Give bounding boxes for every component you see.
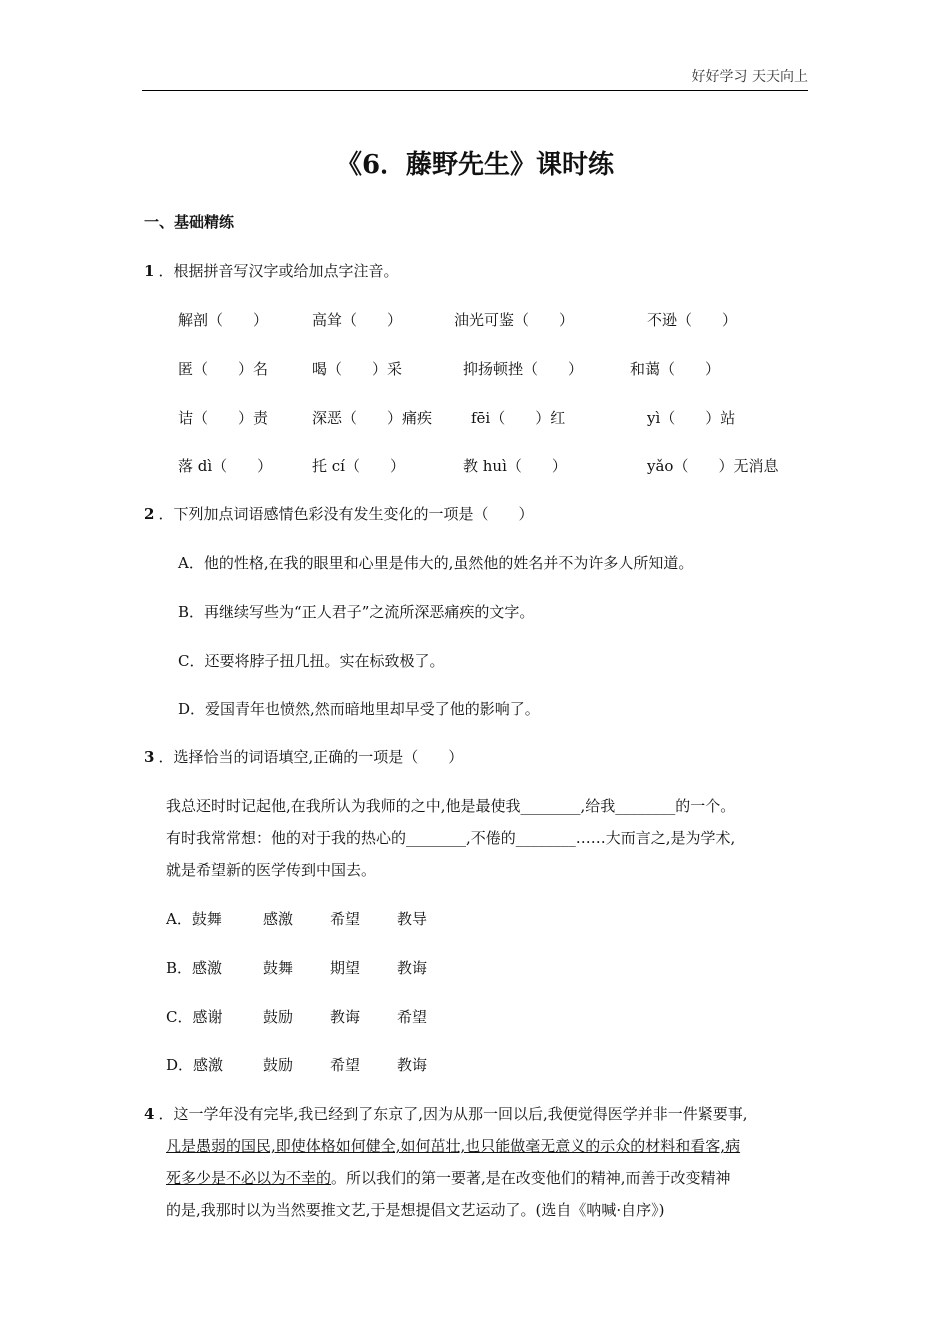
question-1-stem [144,260,398,281]
option-word: 感激 [263,910,294,928]
answer-option-c: C．还要将脖子扭几扭。实在标致极了。 [178,652,445,670]
option-word: A．鼓舞 [166,910,222,928]
passage-line [166,1167,731,1188]
pinyin-cell: 和蔼（ ） [630,360,721,378]
option-word: D．感激 [166,1056,224,1074]
option-word: 教诲 [397,1056,428,1074]
question-text: ．下列加点词语感情色彩没有发生变化的一项是（ ） [158,505,534,523]
question-number: 4 [144,1105,155,1123]
question-text: ．选择恰当的词语填空,正确的一项是（ ） [158,748,464,766]
pinyin-cell: 喝（ ）采 [312,360,403,378]
passage-text: 。所以我们的第一要著,是在改变他们的精神,而善于改变精神 [331,1169,731,1187]
pinyin-cell: 油光可鉴（ ） [454,311,575,329]
pinyin-cell: 诘（ ）责 [178,409,269,427]
passage-line: 就是希望新的医学传到中国去。 [166,861,377,879]
pinyin-cell: 解剖（ ） [178,311,269,329]
pinyin-cell: 抑扬顿挫（ ） [463,360,584,378]
pinyin-cell: yǎo（ ）无消息 [647,457,779,475]
option-word: 希望 [330,1056,361,1074]
option-word: C．感谢 [166,1008,223,1026]
section-heading: 一、基础精练 [144,213,235,231]
underlined-text: 死多少是不必以为不幸的 [166,1169,332,1187]
option-word: 教诲 [397,959,428,977]
question-number: 2 [144,505,155,523]
question-3-stem [144,746,463,767]
pinyin-cell: 高耸（ ） [312,311,403,329]
answer-option-b: B．再继续写些为“正人君子”之流所深恶痛疾的文字。 [178,603,535,621]
passage-line: 的是,我那时以为当然要推文艺,于是想提倡文艺运动了。(选自《呐喊·自序》) [166,1201,665,1219]
passage-line: 有时我常常想：他的对于我的热心的________,不倦的________……大而言之,是为学术, [166,829,736,847]
pinyin-cell: 深恶（ ）痛疾 [312,409,433,427]
answer-option-d: D．爱国青年也愤然,然而暗地里却早受了他的影响了。 [178,700,540,718]
option-word: 希望 [330,910,361,928]
pinyin-cell: 不逊（ ） [647,311,738,329]
pinyin-cell: yì（ ）站 [647,409,736,427]
passage-line: ．这一学年没有完毕,我已经到了东京了,因为从那一回以后,我便觉得医学并非一件紧要事, [158,1105,748,1123]
question-number: 1 [144,262,155,280]
option-word: 鼓舞 [263,959,294,977]
option-word: 鼓励 [263,1056,294,1074]
question-2-stem [144,503,533,524]
header-divider [142,90,808,91]
option-word: 鼓励 [263,1008,294,1026]
pinyin-cell: 落 dì（ ） [178,457,273,475]
option-word: B．感激 [166,959,223,977]
question-4-stem [144,1103,748,1124]
underlined-text: 凡是愚弱的国民,即使体格如何健全,如何茁壮,也只能做毫无意义的示众的材料和看客,病 [166,1137,741,1155]
pinyin-cell: 匿（ ）名 [178,360,269,378]
option-word: 希望 [397,1008,428,1026]
option-word: 期望 [330,959,361,977]
question-number: 3 [144,748,155,766]
pinyin-cell: fēi（ ）红 [471,409,566,427]
page-title: 《6．藤野先生》课时练 [335,150,615,180]
question-text: ．根据拼音写汉字或给加点字注音。 [158,262,399,280]
answer-option-a: A．他的性格,在我的眼里和心里是伟大的,虽然他的姓名并不为许多人所知道。 [178,554,694,572]
passage-line [166,1135,740,1156]
option-word: 教诲 [330,1008,361,1026]
passage-line: 我总还时时记起他,在我所认为我师的之中,他是最使我________,给我________的一个。 [166,797,736,815]
pinyin-cell: 教 huì（ ） [463,457,567,475]
option-word: 教导 [397,910,428,928]
header-slogan: 好好学习 天天向上 [691,69,808,85]
pinyin-cell: 托 cí（ ） [312,457,405,475]
